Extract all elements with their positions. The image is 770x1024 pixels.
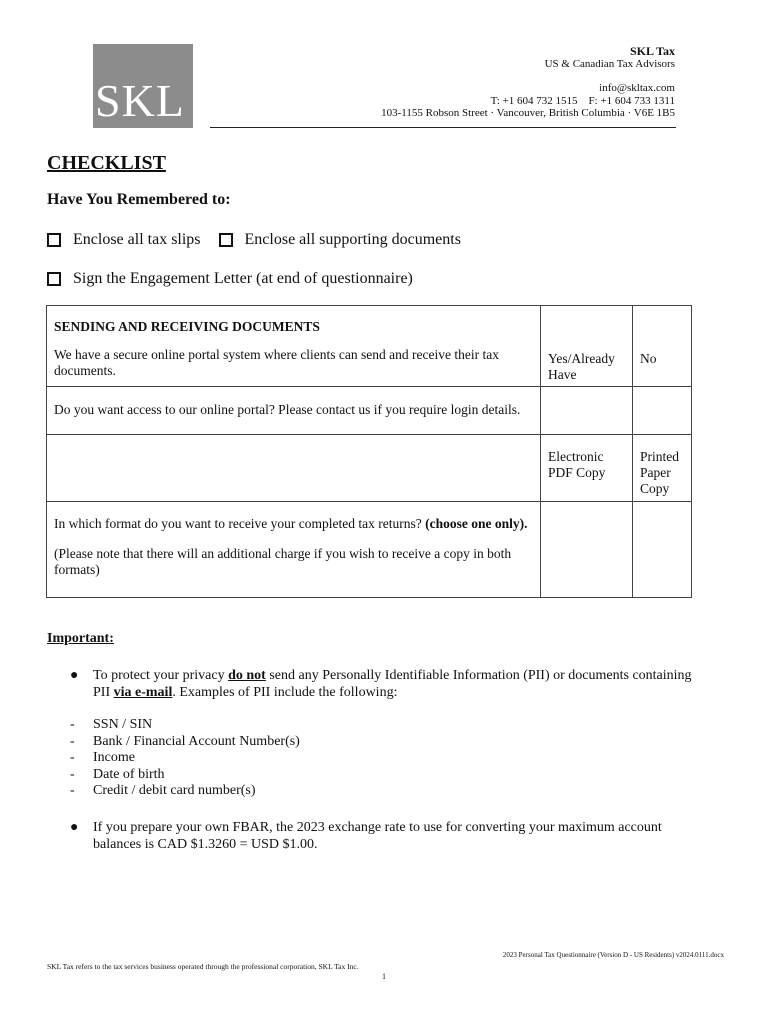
firm-address: 103-1155 Robson Street · Vancouver, British Columbia · V6E 1B5 — [381, 107, 675, 119]
page-number: 1 — [382, 972, 386, 981]
format-question-cell — [47, 502, 541, 598]
pii-list — [70, 717, 300, 800]
document-id: 2023 Personal Tax Questionnaire (Version D - US Residents) v2024.0111.docx — [502, 951, 724, 959]
blank-cell — [47, 435, 541, 502]
firm-phones: T: +1 604 732 1515 F: +1 604 733 1311 — [490, 94, 675, 107]
checkbox-label: Sign the Engagement Letter (at end of questionnaire) — [73, 270, 413, 287]
important-heading: Important: — [47, 631, 114, 646]
answer-pdf-cell[interactable] — [541, 502, 633, 598]
answer-yes-cell[interactable] — [541, 387, 633, 435]
portal-description-cell — [47, 306, 541, 387]
header-rule — [210, 127, 676, 128]
paper-header-cell — [633, 435, 692, 502]
logo-text: SKL — [95, 75, 185, 126]
firm-tagline: US & Canadian Tax Advisors — [544, 57, 675, 70]
section-title: SENDING AND RECEIVING DOCUMENTS — [54, 319, 320, 334]
checkbox-engagement-letter[interactable] — [47, 272, 61, 286]
access-question-cell — [47, 387, 541, 435]
paper-header: Printed Paper Copy — [640, 449, 679, 496]
access-question: Do you want access to our online portal? Please contact us if you require login details. — [54, 402, 521, 417]
checklist-row-2 — [47, 270, 413, 288]
portal-text: We have a secure online portal system where clients can send and receive their tax documents. — [54, 347, 499, 378]
pdf-header: Electronic PDF Copy — [548, 449, 606, 480]
format-note: (Please note that there will an additional charge if you wish to receive a copy in both formats) — [54, 546, 512, 577]
yes-header-cell — [541, 306, 633, 387]
via-email-emphasis: via e-mail — [113, 684, 173, 700]
corporation-note: SKL Tax refers to the tax services business operated through the professional corporation, SKL Tax Inc. — [47, 962, 359, 971]
checkbox-label: Enclose all tax slips — [73, 231, 201, 248]
firm-email: info@skltax.com — [599, 82, 675, 94]
table-row — [47, 435, 692, 502]
yes-header: Yes/Already Have — [548, 351, 615, 382]
list-item: - Date of birth — [70, 766, 165, 782]
checkbox-supporting-docs[interactable] — [219, 233, 233, 247]
list-item: - Income — [70, 750, 135, 765]
bullet-icon: ● — [70, 668, 79, 683]
fbar-text: If you prepare your own FBAR, the 2023 exchange rate to use for converting your maximum account balances is CAD $1.3260 = USD $1.00. — [93, 820, 662, 852]
format-choose-one: (choose one only). — [425, 516, 528, 531]
list-item: - Bank / Financial Account Number(s) — [70, 733, 300, 749]
answer-no-cell[interactable] — [633, 387, 692, 435]
format-question: In which format do you want to receive your completed tax returns? (choose one only). — [54, 516, 528, 531]
list-item: - Credit / debit card number(s) — [70, 783, 256, 798]
no-header: No — [640, 351, 657, 366]
checkbox-tax-slips[interactable] — [47, 233, 61, 247]
table-row — [47, 306, 692, 387]
table-row — [47, 387, 692, 435]
checklist-subtitle: Have You Remembered to: — [47, 191, 231, 208]
bullet-icon: ● — [70, 820, 79, 835]
company-logo — [93, 44, 193, 128]
checkbox-label: Enclose all supporting documents — [244, 231, 461, 248]
pdf-header-cell — [541, 435, 633, 502]
answer-paper-cell[interactable] — [633, 502, 692, 598]
checklist-title: CHECKLIST — [47, 152, 166, 174]
firm-name: SKL Tax — [629, 44, 675, 58]
checklist-row-1 — [47, 231, 461, 249]
privacy-text: To protect your privacy do not send any Personally Identifiable Information (PII) or documents containing PII via e-mail. Examples of PII include the following: — [93, 668, 692, 700]
table-row — [47, 502, 692, 598]
letterhead-contact — [381, 45, 675, 120]
list-item: - SSN / SIN — [70, 717, 153, 732]
do-not-emphasis: do not — [228, 668, 266, 683]
no-header-cell — [633, 306, 692, 387]
documents-table — [46, 305, 692, 598]
